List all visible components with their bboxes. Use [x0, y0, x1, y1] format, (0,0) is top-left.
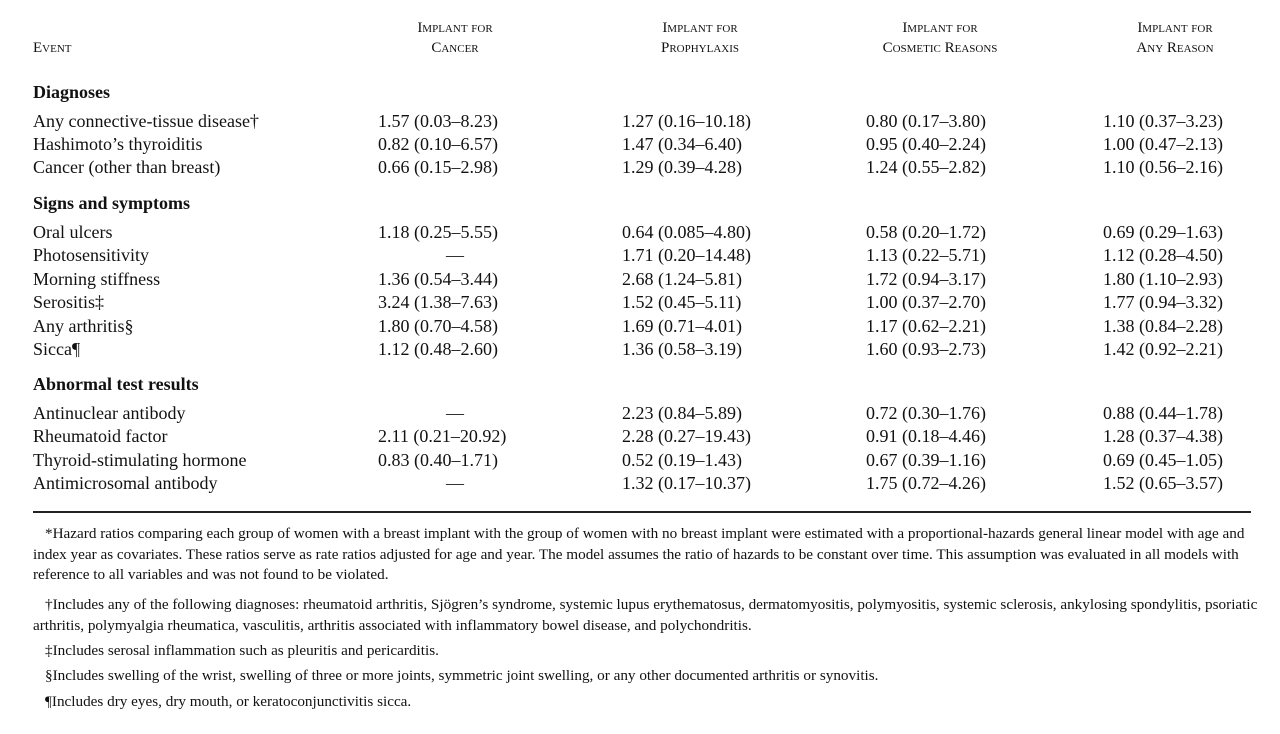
cell-prophylaxis: 2.68 (1.24–5.81)	[622, 269, 742, 289]
event-label: Cancer (other than breast)	[33, 157, 221, 177]
cell-cosmetic: 1.17 (0.62–2.21)	[866, 316, 986, 336]
cell-any-reason: 1.10 (0.56–2.16)	[1103, 157, 1223, 177]
cell-cosmetic: 1.75 (0.72–4.26)	[866, 473, 986, 493]
event-label: Antimicrosomal antibody	[33, 473, 218, 493]
cell-any-reason: 1.52 (0.65–3.57)	[1103, 473, 1223, 493]
column-header-line1: Implant for	[902, 20, 978, 36]
column-header-cosmetic	[850, 18, 1030, 58]
table-row	[0, 449, 1280, 472]
column-header-any-reason	[1100, 18, 1250, 58]
table-row	[0, 472, 1280, 495]
event-label: Hashimoto’s thyroiditis	[33, 134, 203, 154]
cell-any-reason: 1.42 (0.92–2.21)	[1103, 339, 1223, 359]
cell-cancer: 1.18 (0.25–5.55)	[378, 222, 498, 242]
cell-cosmetic: 0.72 (0.30–1.76)	[866, 403, 986, 423]
cell-cancer: 3.24 (1.38–7.63)	[378, 292, 498, 312]
footnote-dagger	[33, 595, 1258, 636]
cell-any-reason: 1.00 (0.47–2.13)	[1103, 134, 1223, 154]
cell-cancer: 1.36 (0.54–3.44)	[378, 269, 498, 289]
cell-cancer: —	[446, 403, 464, 423]
cell-prophylaxis: 1.27 (0.16–10.18)	[622, 111, 751, 131]
cell-any-reason: 1.28 (0.37–4.38)	[1103, 426, 1223, 446]
cell-prophylaxis: 2.23 (0.84–5.89)	[622, 403, 742, 423]
cell-any-reason: 0.69 (0.29–1.63)	[1103, 222, 1223, 242]
table-row	[0, 244, 1280, 267]
column-header-line1: Implant for	[662, 20, 738, 36]
footnote-text: ¶Includes dry eyes, dry mouth, or keratoconjunctivitis sicca.	[45, 693, 412, 710]
cell-cosmetic: 1.24 (0.55–2.82)	[866, 157, 986, 177]
cell-any-reason: 0.88 (0.44–1.78)	[1103, 403, 1223, 423]
event-label: Morning stiffness	[33, 269, 161, 289]
table-row	[0, 133, 1280, 156]
footnote-section-sign	[33, 666, 1258, 687]
cell-cosmetic: 0.95 (0.40–2.24)	[866, 134, 986, 154]
cell-any-reason: 1.12 (0.28–4.50)	[1103, 245, 1223, 265]
table-row	[0, 425, 1280, 448]
footnote-text: ‡Includes serosal inflammation such as pleuritis and pericarditis.	[45, 642, 439, 659]
column-header-line2: Prophylaxis	[660, 40, 740, 56]
cell-cosmetic: 0.80 (0.17–3.80)	[866, 111, 986, 131]
table-bottom-rule	[33, 511, 1251, 513]
column-header-line2: Cosmetic Reasons	[882, 40, 998, 56]
cell-cosmetic: 0.58 (0.20–1.72)	[866, 222, 986, 242]
cell-cancer: 1.80 (0.70–4.58)	[378, 316, 498, 336]
cell-prophylaxis: 1.71 (0.20–14.48)	[622, 245, 751, 265]
cell-cosmetic: 1.60 (0.93–2.73)	[866, 339, 986, 359]
cell-any-reason: 1.77 (0.94–3.32)	[1103, 292, 1223, 312]
cell-cancer: 1.12 (0.48–2.60)	[378, 339, 498, 359]
table-row	[0, 338, 1280, 361]
cell-cancer: 2.11 (0.21–20.92)	[378, 426, 507, 446]
event-label: Sicca¶	[33, 339, 81, 359]
table-row	[0, 156, 1280, 179]
cell-cosmetic: 0.67 (0.39–1.16)	[866, 450, 986, 470]
cell-prophylaxis: 1.47 (0.34–6.40)	[622, 134, 742, 154]
footnote-text: §Includes swelling of the wrist, swelling of three or more joints, symmetric joint swelling, or any other documented arthritis or synovitis.	[45, 667, 879, 684]
column-header-line1: Implant for	[417, 20, 493, 36]
section-title-signs-symptoms: Signs and symptoms	[33, 193, 191, 213]
event-label: Antinuclear antibody	[33, 403, 186, 423]
column-header-line2: Cancer	[431, 40, 479, 56]
cell-cosmetic: 0.91 (0.18–4.46)	[866, 426, 986, 446]
event-label: Rheumatoid factor	[33, 426, 168, 446]
cell-cancer: 0.83 (0.40–1.71)	[378, 450, 498, 470]
event-label: Thyroid-stimulating hormone	[33, 450, 247, 470]
event-label: Any arthritis§	[33, 316, 134, 336]
column-header-line1: Implant for	[1137, 20, 1213, 36]
table-row	[0, 110, 1280, 133]
footnote-text: †Includes any of the following diagnoses: rheumatoid arthritis, Sjögren’s syndrome, systemic lupus erythematosus, dermatomyositis, polymyositis, systemic sclerosis, ankylosing spondylitis, psoriatic arthritis, polymyalgia rheumatica, vasculitis, arthritis associated with inflammatory bowel disease, and polychondritis.	[33, 596, 1258, 634]
column-header-line2: Any Reason	[1136, 40, 1214, 56]
cell-cancer: —	[446, 473, 464, 493]
event-label: Oral ulcers	[33, 222, 113, 242]
table-row	[0, 315, 1280, 338]
table-row	[0, 268, 1280, 291]
footnote-double-dagger	[33, 641, 1258, 662]
cell-prophylaxis: 1.52 (0.45–5.11)	[622, 292, 742, 312]
cell-cancer: 0.82 (0.10–6.57)	[378, 134, 498, 154]
cell-prophylaxis: 1.69 (0.71–4.01)	[622, 316, 742, 336]
section-title-diagnoses: Diagnoses	[33, 82, 111, 102]
cell-prophylaxis: 0.52 (0.19–1.43)	[622, 450, 742, 470]
cell-prophylaxis: 1.36 (0.58–3.19)	[622, 339, 742, 359]
cell-cancer: —	[446, 245, 464, 265]
footnote-text: *Hazard ratios comparing each group of women with a breast implant with the group of women with no breast implant were estimated with a proportional-hazards general linear model with age and index year as covariates. These ratios serve as rate ratios adjusted for age and year. The model assumes the ratio of hazards to be constant over time. This assumption was evaluated in all models with reference to all variables and was not found to be violated.	[33, 525, 1245, 583]
cell-prophylaxis: 1.29 (0.39–4.28)	[622, 157, 742, 177]
cell-any-reason: 1.10 (0.37–3.23)	[1103, 111, 1223, 131]
cell-prophylaxis: 1.32 (0.17–10.37)	[622, 473, 751, 493]
event-label: Serositis‡	[33, 292, 105, 312]
section-title-abnormal-tests: Abnormal test results	[33, 374, 199, 394]
footnote-pilcrow	[33, 692, 1258, 713]
event-label: Any connective-tissue disease†	[33, 111, 259, 131]
cell-prophylaxis: 0.64 (0.085–4.80)	[622, 222, 751, 242]
cell-any-reason: 1.38 (0.84–2.28)	[1103, 316, 1223, 336]
column-header-event	[33, 38, 72, 58]
cell-any-reason: 0.69 (0.45–1.05)	[1103, 450, 1223, 470]
cell-cosmetic: 1.72 (0.94–3.17)	[866, 269, 986, 289]
column-header-text: Event	[33, 40, 72, 56]
table-row	[0, 221, 1280, 244]
column-header-cancer	[380, 18, 530, 58]
cell-any-reason: 1.80 (1.10–2.93)	[1103, 269, 1223, 289]
table-row	[0, 402, 1280, 425]
event-label: Photosensitivity	[33, 245, 150, 265]
table-row	[0, 291, 1280, 314]
cell-cancer: 0.66 (0.15–2.98)	[378, 157, 498, 177]
cell-cosmetic: 1.13 (0.22–5.71)	[866, 245, 986, 265]
footnote-asterisk	[33, 524, 1258, 586]
cell-prophylaxis: 2.28 (0.27–19.43)	[622, 426, 751, 446]
column-header-prophylaxis	[625, 18, 775, 58]
cell-cancer: 1.57 (0.03–8.23)	[378, 111, 498, 131]
cell-cosmetic: 1.00 (0.37–2.70)	[866, 292, 986, 312]
